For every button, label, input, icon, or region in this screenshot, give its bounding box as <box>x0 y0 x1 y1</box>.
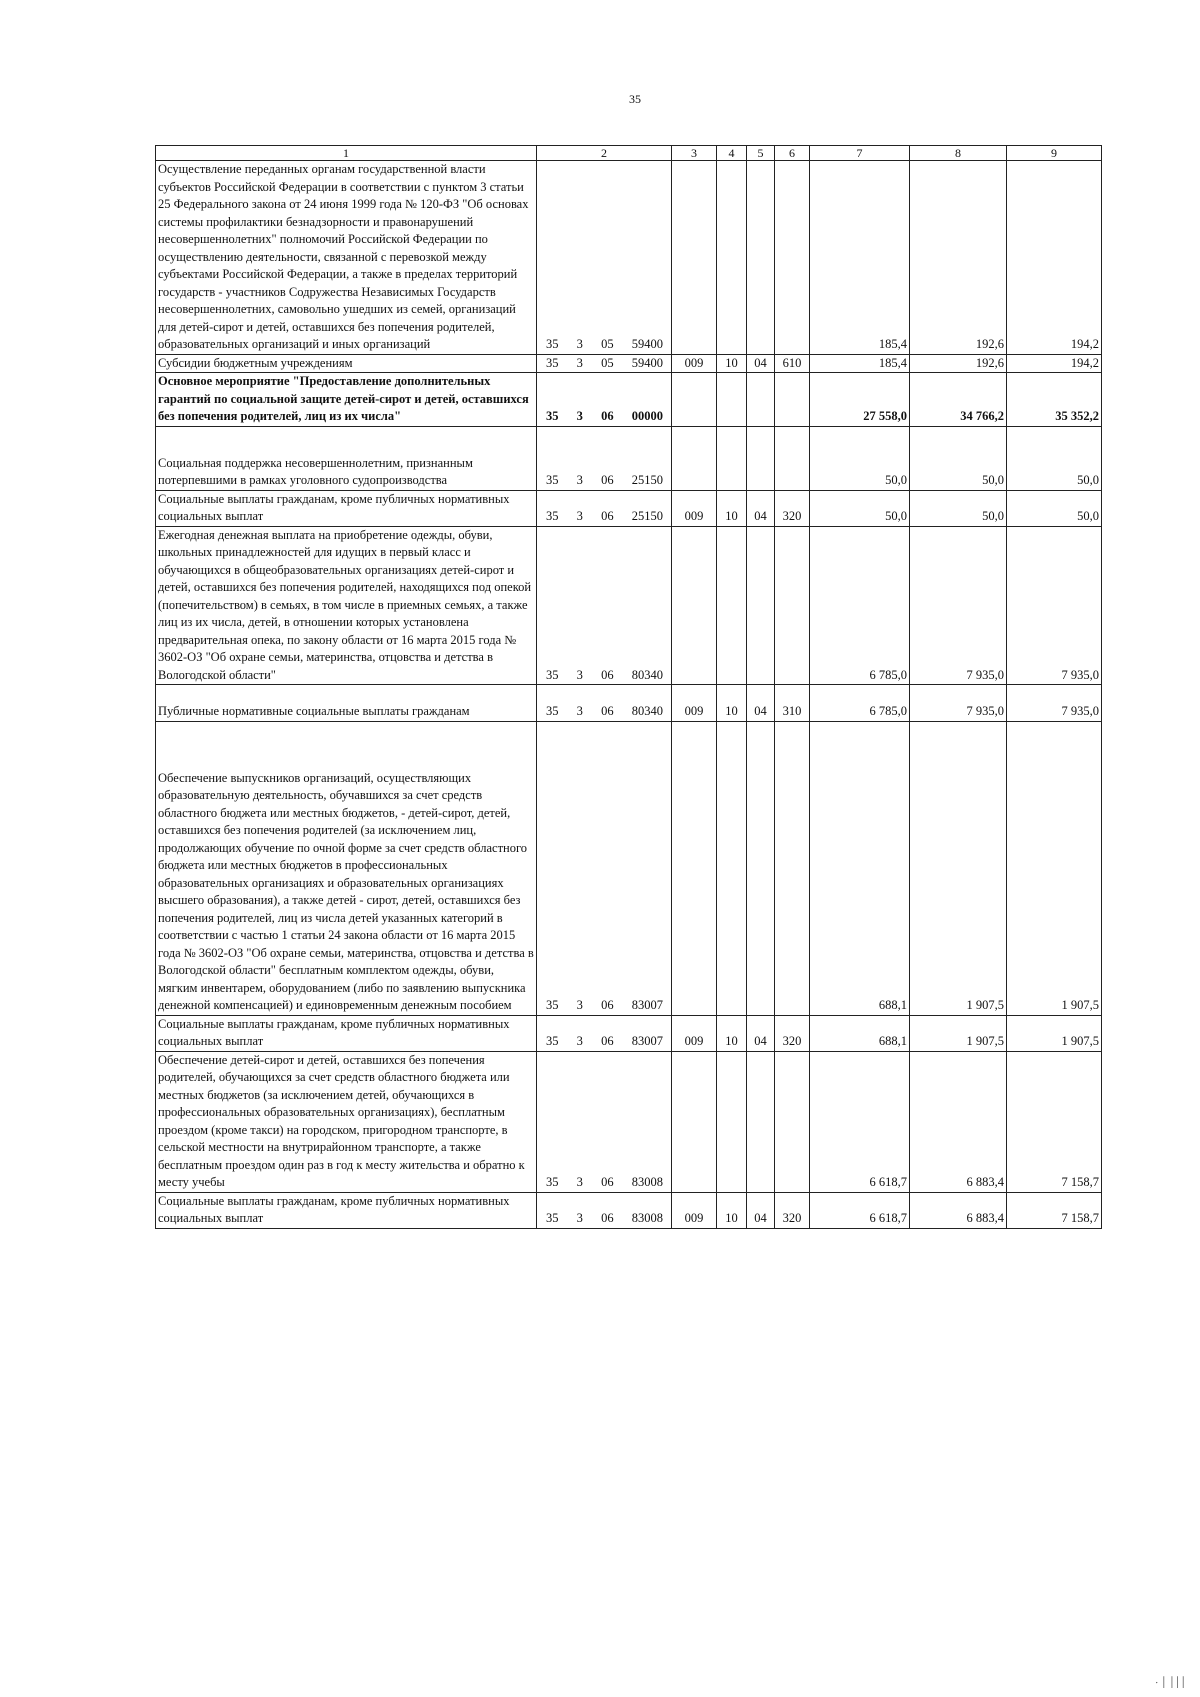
code-part: 00000 <box>631 409 663 423</box>
code-parts <box>539 667 669 685</box>
code-part: 3 <box>576 1211 583 1225</box>
amount-col-9: 194,2 <box>1007 161 1102 355</box>
code-parts <box>539 997 669 1015</box>
amount-col-9: 194,2 <box>1007 354 1102 373</box>
table-row <box>156 721 1102 1015</box>
target-article-code <box>537 490 672 526</box>
code-part: 3 <box>576 667 583 682</box>
code-part: 80340 <box>631 667 663 682</box>
code-part: 3 <box>576 355 583 370</box>
code-parts <box>539 408 669 426</box>
code-parts <box>539 1033 669 1051</box>
target-article-code <box>537 1192 672 1228</box>
amount-col-7: 6 618,7 <box>810 1192 910 1228</box>
code-part: 3 <box>576 409 583 423</box>
amount-col-8: 6 883,4 <box>910 1051 1007 1192</box>
code-part: 35 <box>546 1175 559 1189</box>
subsection-code <box>747 373 775 427</box>
code-part: 05 <box>601 337 614 351</box>
expense-type-code: 310 <box>775 685 810 722</box>
code-part: 59400 <box>631 355 663 370</box>
subsection-code <box>747 1051 775 1192</box>
code-part: 59400 <box>631 337 663 351</box>
code-part: 83008 <box>631 1211 663 1225</box>
code-parts <box>539 355 669 373</box>
ministry-code <box>672 373 717 427</box>
amount-col-7: 185,4 <box>810 161 910 355</box>
amount-col-7: 6 618,7 <box>810 1051 910 1192</box>
item-name: Осуществление переданных органам государственной власти субъектов Российской Федерации в соответствии с пунктом 3 статьи 25 Федерального закона от 24 июня 1999 года № 120-ФЗ "Об основах системы профилактики безнадзорности и правонарушений несовершеннолетних" полномочий Российской Федерации по осуществлению деятельности, связанной с перевозкой между субъектами Российской Федерации, а также в пределах территорий государств - участников Содружества Независимых Государств несовершеннолетних, самовольно ушедших из семей, организаций для детей-сирот и детей, оставшихся без попечения родителей, образовательных организаций и иных организаций <box>156 161 537 355</box>
ministry-code: 009 <box>672 685 717 722</box>
code-part: 3 <box>576 1034 583 1048</box>
scan-mark: ⋅ ׀׀׀ ׀ <box>1155 1678 1186 1689</box>
amount-col-7: 6 785,0 <box>810 685 910 722</box>
amount-col-7: 688,1 <box>810 1015 910 1051</box>
amount-col-7: 50,0 <box>810 490 910 526</box>
expense-type-code <box>775 526 810 685</box>
item-name: Социальные выплаты гражданам, кроме публичных нормативных социальных выплат <box>156 1015 537 1051</box>
column-number-row <box>156 146 1102 161</box>
subsection-code: 04 <box>747 354 775 373</box>
code-part: 3 <box>576 704 583 718</box>
amount-col-8: 192,6 <box>910 354 1007 373</box>
column-header: 2 <box>537 146 672 161</box>
code-part: 35 <box>546 509 559 523</box>
expense-type-code: 610 <box>775 354 810 373</box>
page-number: 35 <box>629 92 641 106</box>
table-row <box>156 1015 1102 1051</box>
amount-col-8: 6 883,4 <box>910 1192 1007 1228</box>
amount-col-8: 34 766,2 <box>910 373 1007 427</box>
item-name: Социальные выплаты гражданам, кроме публичных нормативных социальных выплат <box>156 490 537 526</box>
table-row <box>156 426 1102 490</box>
table-row <box>156 161 1102 355</box>
expense-type-code: 320 <box>775 1015 810 1051</box>
amount-col-7: 688,1 <box>810 721 910 1015</box>
column-header: 3 <box>672 146 717 161</box>
amount-col-7: 185,4 <box>810 354 910 373</box>
amount-col-8: 7 935,0 <box>910 685 1007 722</box>
amount-col-9: 7 158,7 <box>1007 1192 1102 1228</box>
amount-col-8: 1 907,5 <box>910 1015 1007 1051</box>
section-code: 10 <box>717 685 747 722</box>
amount-col-8: 7 935,0 <box>910 526 1007 685</box>
ministry-code <box>672 721 717 1015</box>
code-part: 05 <box>601 355 614 370</box>
code-part: 83008 <box>631 1175 663 1189</box>
amount-col-9: 7 935,0 <box>1007 526 1102 685</box>
column-header: 1 <box>156 146 537 161</box>
amount-col-8: 50,0 <box>910 426 1007 490</box>
subsection-code: 04 <box>747 1192 775 1228</box>
expense-type-code: 320 <box>775 1192 810 1228</box>
amount-col-8: 192,6 <box>910 161 1007 355</box>
item-name: Основное мероприятие "Предоставление дополнительных гарантий по социальной защите детей-сирот и детей, оставшихся без попечения родителей, лиц из их числа" <box>156 373 537 427</box>
code-part: 3 <box>576 509 583 523</box>
code-part: 06 <box>601 409 614 423</box>
subsection-code: 04 <box>747 685 775 722</box>
target-article-code <box>537 354 672 373</box>
target-article-code <box>537 1015 672 1051</box>
table-row <box>156 1051 1102 1192</box>
column-header: 8 <box>910 146 1007 161</box>
item-name: Социальные выплаты гражданам, кроме публичных нормативных социальных выплат <box>156 1192 537 1228</box>
amount-col-8: 50,0 <box>910 490 1007 526</box>
budget-table <box>155 145 1102 1229</box>
amount-col-9: 7 935,0 <box>1007 685 1102 722</box>
code-part: 35 <box>546 473 559 487</box>
target-article-code <box>537 721 672 1015</box>
section-code <box>717 526 747 685</box>
code-part: 83007 <box>631 998 663 1012</box>
ministry-code <box>672 161 717 355</box>
code-part: 06 <box>601 509 614 523</box>
section-code <box>717 426 747 490</box>
target-article-code <box>537 526 672 685</box>
code-part: 35 <box>546 667 559 682</box>
amount-col-7: 6 785,0 <box>810 526 910 685</box>
section-code <box>717 1051 747 1192</box>
code-part: 06 <box>601 667 614 682</box>
table-row <box>156 1192 1102 1228</box>
code-part: 06 <box>601 473 614 487</box>
target-article-code <box>537 373 672 427</box>
code-part: 3 <box>576 998 583 1012</box>
subsection-code <box>747 426 775 490</box>
code-part: 06 <box>601 1175 614 1189</box>
code-parts <box>539 508 669 526</box>
item-name: Субсидии бюджетным учреждениям <box>156 354 537 373</box>
amount-col-9: 35 352,2 <box>1007 373 1102 427</box>
section-code: 10 <box>717 1192 747 1228</box>
ministry-code <box>672 1051 717 1192</box>
target-article-code <box>537 426 672 490</box>
amount-col-9: 50,0 <box>1007 426 1102 490</box>
code-parts <box>539 336 669 354</box>
subsection-code <box>747 526 775 685</box>
code-part: 35 <box>546 409 559 423</box>
table-row <box>156 490 1102 526</box>
code-parts <box>539 1174 669 1192</box>
table-row <box>156 354 1102 373</box>
code-part: 83007 <box>631 1034 663 1048</box>
code-parts <box>539 472 669 490</box>
section-code: 10 <box>717 490 747 526</box>
ministry-code: 009 <box>672 1015 717 1051</box>
code-part: 3 <box>576 337 583 351</box>
column-header: 4 <box>717 146 747 161</box>
expense-type-code <box>775 161 810 355</box>
code-part: 35 <box>546 704 559 718</box>
amount-col-7: 27 558,0 <box>810 373 910 427</box>
code-part: 25150 <box>631 473 663 487</box>
amount-col-9: 50,0 <box>1007 490 1102 526</box>
section-code <box>717 161 747 355</box>
subsection-code: 04 <box>747 1015 775 1051</box>
subsection-code <box>747 161 775 355</box>
column-header: 7 <box>810 146 910 161</box>
ministry-code <box>672 526 717 685</box>
amount-col-9: 7 158,7 <box>1007 1051 1102 1192</box>
ministry-code: 009 <box>672 490 717 526</box>
item-name: Обеспечение выпускников организаций, осуществляющих образовательную деятельность, обучавшихся за счет средств областного бюджета или местных бюджетов, - детей-сирот, детей, оставшихся без попечения родителей (за исключением лиц, продолжающих обучение по очной форме за счет средств областного бюджета или местных бюджетов в профессиональных образовательных организациях и образовательных организациях высшего образования), а также детей - сирот, детей, оставшихся без попечения родителей, лиц из числа детей указанных категорий в соответствии с частью 1 статьи 24 закона области от 16 марта 2015 года № 3602-ОЗ "Об охране семьи, материнства, отцовства и детства в Вологодской области" бесплатным комплектом одежды, обуви, мягким инвентарем, оборудованием (либо по заявлению выпускника денежной компенсацией) и единовременным денежным пособием <box>156 721 537 1015</box>
target-article-code <box>537 161 672 355</box>
code-part: 06 <box>601 1211 614 1225</box>
code-part: 3 <box>576 473 583 487</box>
expense-type-code: 320 <box>775 490 810 526</box>
expense-type-code <box>775 426 810 490</box>
column-header: 6 <box>775 146 810 161</box>
target-article-code <box>537 1051 672 1192</box>
amount-col-8: 1 907,5 <box>910 721 1007 1015</box>
code-part: 35 <box>546 998 559 1012</box>
code-part: 3 <box>576 1175 583 1189</box>
target-article-code <box>537 685 672 722</box>
item-name: Публичные нормативные социальные выплаты гражданам <box>156 685 537 722</box>
code-parts <box>539 1210 669 1228</box>
code-part: 06 <box>601 1034 614 1048</box>
code-part: 06 <box>601 704 614 718</box>
amount-col-9: 1 907,5 <box>1007 721 1102 1015</box>
ministry-code <box>672 426 717 490</box>
section-code: 10 <box>717 1015 747 1051</box>
table-row <box>156 685 1102 722</box>
code-part: 80340 <box>631 704 663 718</box>
section-code <box>717 373 747 427</box>
item-name: Социальная поддержка несовершеннолетним, признанным потерпевшими в рамках уголовного судопроизводства <box>156 426 537 490</box>
ministry-code: 009 <box>672 354 717 373</box>
item-name: Ежегодная денежная выплата на приобретение одежды, обуви, школьных принадлежностей для идущих в первый класс и обучающихся в общеобразовательных организациях детей-сирот и детей, оставшихся без попечения родителей, находящихся под опекой (попечительством) в семьях, в том числе в приемных семьях, а также лиц из их числа, детей, в отношении которых установлена предварительная опека, по закону области от 16 марта 2015 года № 3602-ОЗ "Об охране семьи, материнства, отцовства и детства в Вологодской области" <box>156 526 537 685</box>
section-code <box>717 721 747 1015</box>
amount-col-9: 1 907,5 <box>1007 1015 1102 1051</box>
ministry-code: 009 <box>672 1192 717 1228</box>
code-part: 35 <box>546 1034 559 1048</box>
code-part: 25150 <box>631 509 663 523</box>
column-header: 5 <box>747 146 775 161</box>
column-header: 9 <box>1007 146 1102 161</box>
expense-type-code <box>775 1051 810 1192</box>
subsection-code: 04 <box>747 490 775 526</box>
expense-type-code <box>775 373 810 427</box>
code-part: 35 <box>546 1211 559 1225</box>
item-name: Обеспечение детей-сирот и детей, оставшихся без попечения родителей, обучающихся за счет средств областного бюджета или местных бюджетов (за исключением детей, обучающихся в профессиональных образовательных организациях), бесплатным проездом (кроме такси) на городском, пригородном транспорте, в сельской местности на внутрирайонном транспорте, а также бесплатным проездом один раз в год к месту жительства и обратно к месту учебы <box>156 1051 537 1192</box>
code-parts <box>539 703 669 721</box>
table-row <box>156 373 1102 427</box>
section-code: 10 <box>717 354 747 373</box>
code-part: 35 <box>546 355 559 370</box>
table-row <box>156 526 1102 685</box>
subsection-code <box>747 721 775 1015</box>
code-part: 35 <box>546 337 559 351</box>
amount-col-7: 50,0 <box>810 426 910 490</box>
expense-type-code <box>775 721 810 1015</box>
code-part: 06 <box>601 998 614 1012</box>
